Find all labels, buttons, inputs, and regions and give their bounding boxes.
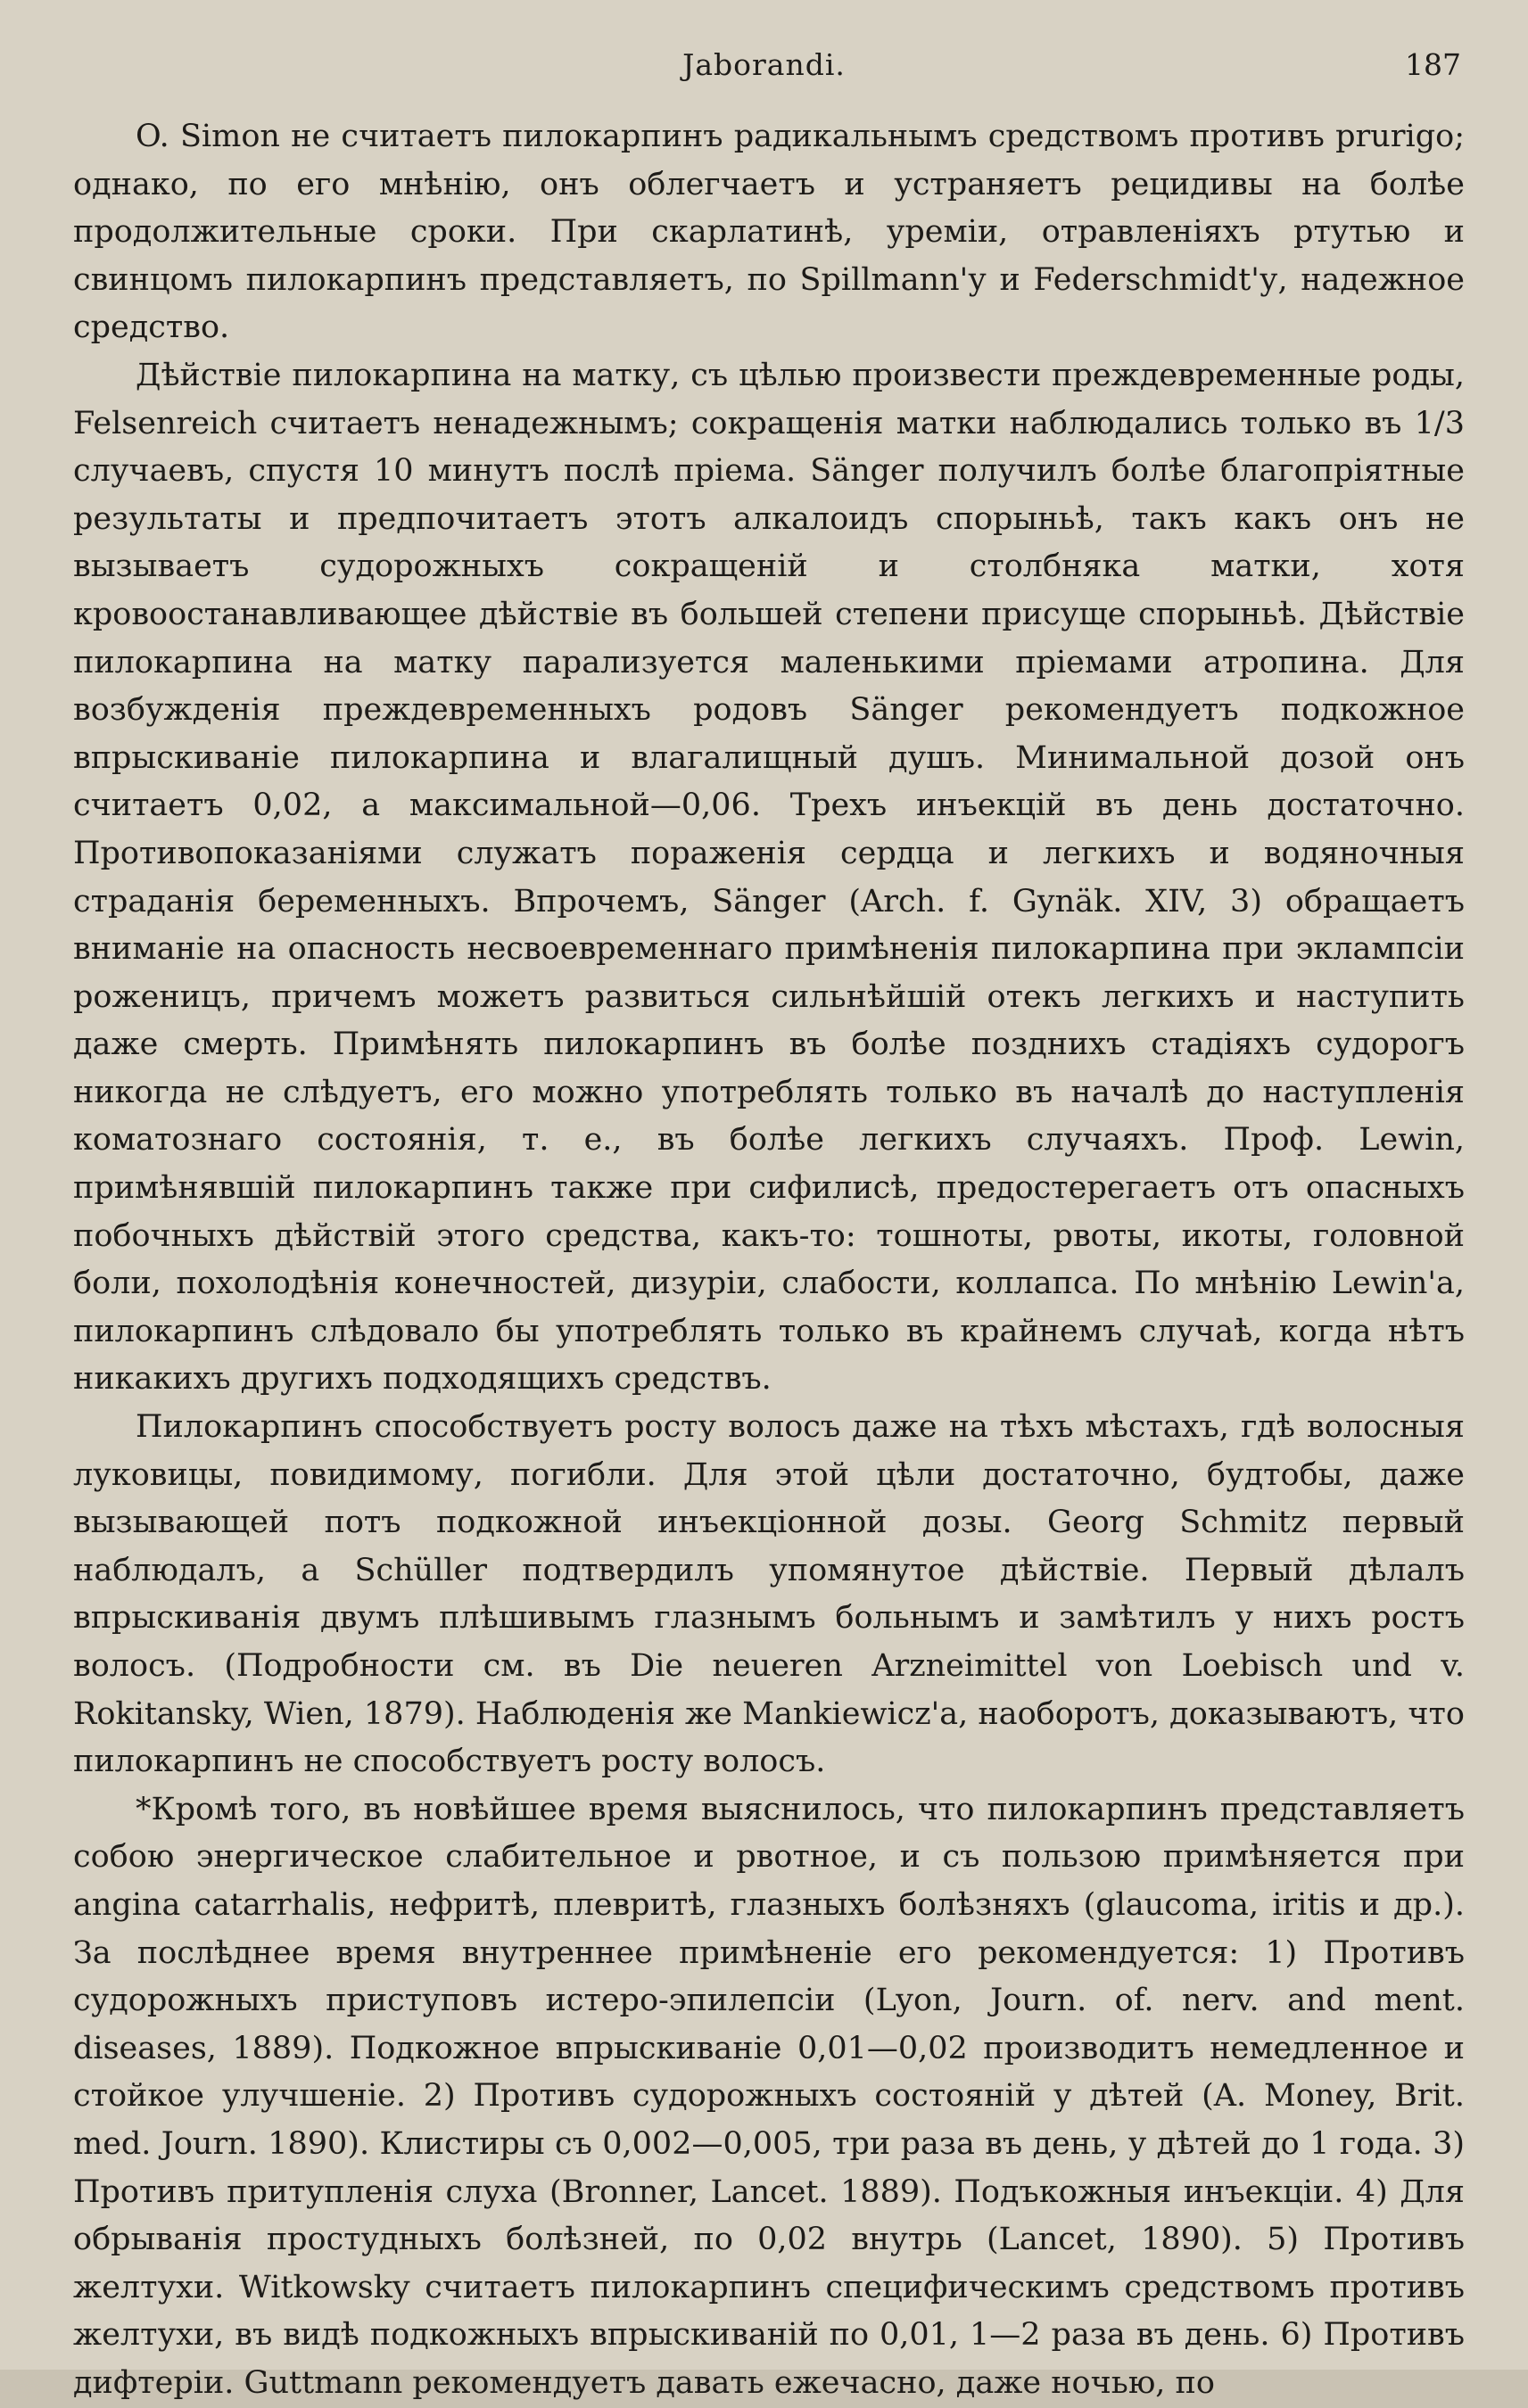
running-title: Jaborandi. (682, 47, 846, 82)
paragraph-hair-growth: Пилокарпинъ способствуетъ росту волосъ даже на тѣхъ мѣстахъ, гдѣ волосныя луковицы, повидимому, погибли. Для этой цѣли достаточно, будтобы, даже вызывающей потъ подкожной инъекціонной дозы. Georg Schmitz первый наблюдалъ, а Schüller подтвердилъ упомянутое дѣйствіе. Первый дѣлалъ впрыскиванія двумъ плѣшивымъ глазнымъ больнымъ и замѣтилъ у нихъ ростъ волосъ. (Подробности см. въ Die neueren Arzneimittel von Loebisch und v. Rokitansky, Wien, 1879). Наблюденія же Mankiewicz'a, наоборотъ, доказываютъ, что пилокарпинъ не способствуетъ росту волосъ. (73, 1409, 1465, 1780)
page-number: 187 (1405, 47, 1461, 82)
paragraph-new-applications: *Кромѣ того, въ новѣйшее время выяснилось, что пилокарпинъ представляетъ собою энергическое слабительное и рвотное, и съ пользою примѣняется при angina catarrhalis, нефритѣ, плевритѣ, глазныхъ болѣзняхъ (glaucoma, iritis и др.). За послѣднее время внутреннее примѣненіе его рекомендуется: 1) Противъ судорожныхъ приступовъ истеро-эпилепсіи (Lyon, Journ. of. nerv. and ment. diseases, 1889). Подкожное впрыскиваніе 0,01—0,02 производитъ немедленное и стойкое улучшеніе. 2) Противъ судорожныхъ состояній у дѣтей (A. Money, Brit. med. Journ. 1890). Клистиры съ 0,002—0,005, три раза въ день, у дѣтей до 1 года. 3) Противъ притупленія слуха (Bronner, Lancet. 1889). Подъкожныя инъекціи. 4) Для обрыванія простудныхъ болѣзней, по 0,02 внутрь (Lancet, 1890). 5) Противъ желтухи. Witkowsky считаетъ пилокарпинъ специфическимъ средствомъ противъ желтухи, въ видѣ подкожныхъ впрыскиваній по 0,01, 1—2 раза въ день. 6) Противъ дифтеріи. Guttmann рекомендуетъ давать ежечасно, даже ночью, по (73, 1791, 1465, 2401)
paragraph-uterus-action: Дѣйствіе пилокарпина на матку, съ цѣлью произвести преждевременные роды, Felsenreich считаетъ ненадежнымъ; сокращенія матки наблюдались только въ 1/3 случаевъ, спустя 10 минутъ послѣ пріема. Sänger получилъ болѣе благопріятные результаты и предпочитаетъ этотъ алкалоидъ спорыньѣ, такъ какъ онъ не вызываетъ судорожныхъ сокращеній и столбняка матки, хотя кровоостанавливающее дѣйствіе въ большей степени присуще спорыньѣ. Дѣйствіе пилокарпина на матку парализуется маленькими пріемами атропина. Для возбужденія преждевременныхъ родовъ Sänger рекомендуетъ подкожное впрыскиваніе пилокарпина и влагалищный душъ. Минимальной дозой онъ считаетъ 0,02, а максимальной—0,06. Трехъ инъекцій въ день достаточно. Противопоказаніями служатъ пораженія сердца и легкихъ и водяночныя страданія беременныхъ. Впрочемъ, Sänger (Arch. f. Gynäk. XIV, 3) обращаетъ вниманіе на опасность несвоевременнаго примѣненія пилокарпина при эклампсіи рожeницъ, причемъ можетъ развиться сильнѣйшій отекъ легкихъ и наступить даже смерть. Примѣнять пилокарпинъ въ болѣе позднихъ стадіяхъ судорогъ никогда не слѣдуетъ, его можно употреблять только въ началѣ до наступленія коматознаго состоянія, т. е., въ болѣе легкихъ случаяхъ. Проф. Lewin, примѣнявшій пилокарпинъ также при сифилисѣ, предостерегаетъ отъ опасныхъ побочныхъ дѣйствій этого средства, какъ-то: тошноты, рвоты, икоты, головной боли, похолодѣнія конечностей, дизуріи, слабости, коллапса. По мнѣнію Lewin'a, пилокарпинъ слѣдовало бы употреблять только въ крайнемъ случаѣ, когда нѣтъ никакихъ другихъ подходящихъ средствъ. (73, 357, 1465, 1398)
page-header (0, 43, 1528, 87)
paragraph-simon: O. Simon не считаетъ пилокарпинъ радикальнымъ средствомъ противъ prurigo; однако, по его мнѣнію, онъ облегчаетъ и устраняетъ рецидивы на болѣе продолжительные сроки. При скарлатинѣ, уреміи, отравленіяхъ ртутью и свинцомъ пилокарпинъ представляетъ, по Spillmann'у и Federschmidt'у, надежное средство. (73, 119, 1465, 346)
body-text (73, 113, 1465, 2408)
